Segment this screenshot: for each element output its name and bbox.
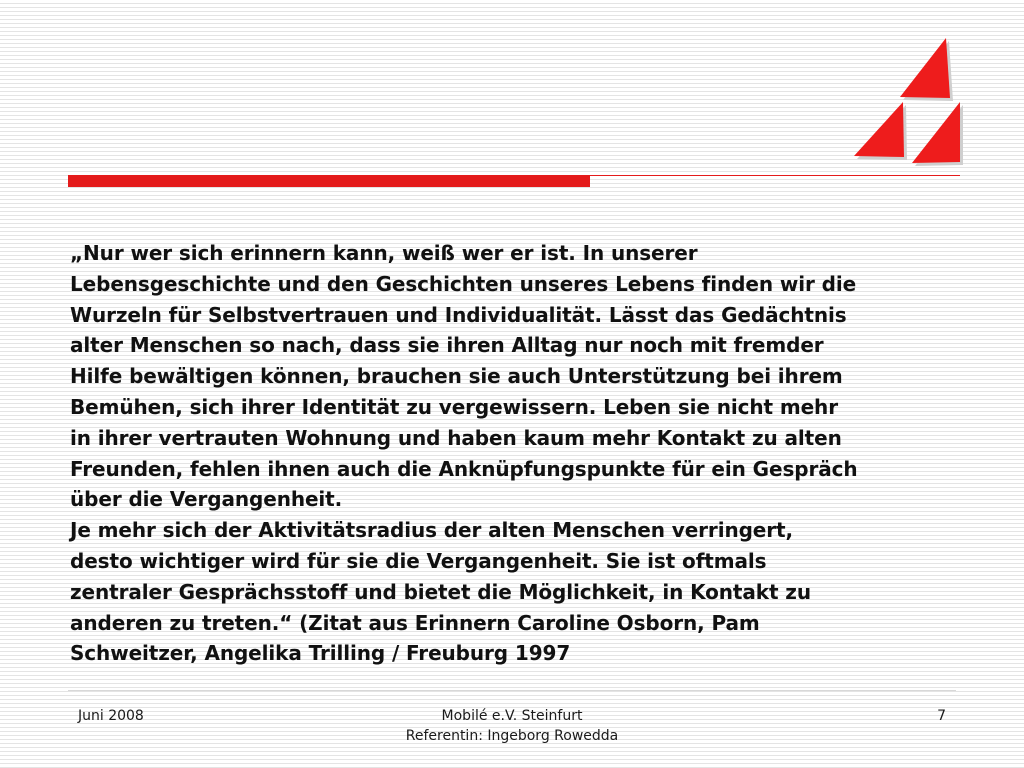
quote-line: Je mehr sich der Aktivitätsradius der alten Menschen verringert, (70, 518, 793, 543)
quote-line: Wurzeln für Selbstvertrauen und Individualität. Lässt das Gedächtnis (70, 302, 847, 327)
title-accent-line (590, 175, 960, 176)
footer-date: Juni 2008 (78, 708, 144, 724)
red-triangles-logo-icon (848, 34, 968, 168)
page-number: 7 (937, 708, 946, 724)
quote-line: Schweitzer, Angelika Trilling / Freuburg 1997 (70, 641, 571, 666)
footer-organization: Mobilé e.V. Steinfurt (441, 708, 583, 724)
quote-line: „Nur wer sich erinnern kann, weiß wer er ist. In unserer (70, 241, 698, 265)
quote-line: zentraler Gesprächsstoff und bietet die Möglichkeit, in Kontakt zu (70, 579, 811, 604)
quote-line: anderen zu treten.“ (Zitat aus Erinnern Caroline Osborn, Pam (70, 610, 760, 635)
quote-line: Freunden, fehlen ihnen auch die Anknüpfungspunkte für ein Gespräch (70, 456, 858, 481)
footer-center (362, 706, 662, 746)
quote-line: Bemühen, sich ihrer Identität zu vergewissern. Leben sie nicht mehr (70, 394, 838, 419)
quote-line: über die Vergangenheit. (70, 487, 343, 512)
footer-speaker: Referentin: Ingeborg Rowedda (405, 728, 619, 744)
footer-divider (68, 690, 956, 691)
quote-line: desto wichtiger wird für sie die Vergangenheit. Sie ist oftmals (70, 548, 767, 573)
quote-text (70, 238, 960, 669)
title-accent-bar (68, 175, 590, 187)
quote-line: in ihrer vertrauten Wohnung und haben kaum mehr Kontakt zu alten (70, 425, 842, 450)
quote-line: Lebensgeschichte und den Geschichten unseres Lebens finden wir die (70, 271, 857, 296)
quote-line: Hilfe bewältigen können, brauchen sie auch Unterstützung bei ihrem (70, 364, 843, 389)
quote-line: alter Menschen so nach, dass sie ihren Alltag nur noch mit fremder (70, 333, 824, 358)
